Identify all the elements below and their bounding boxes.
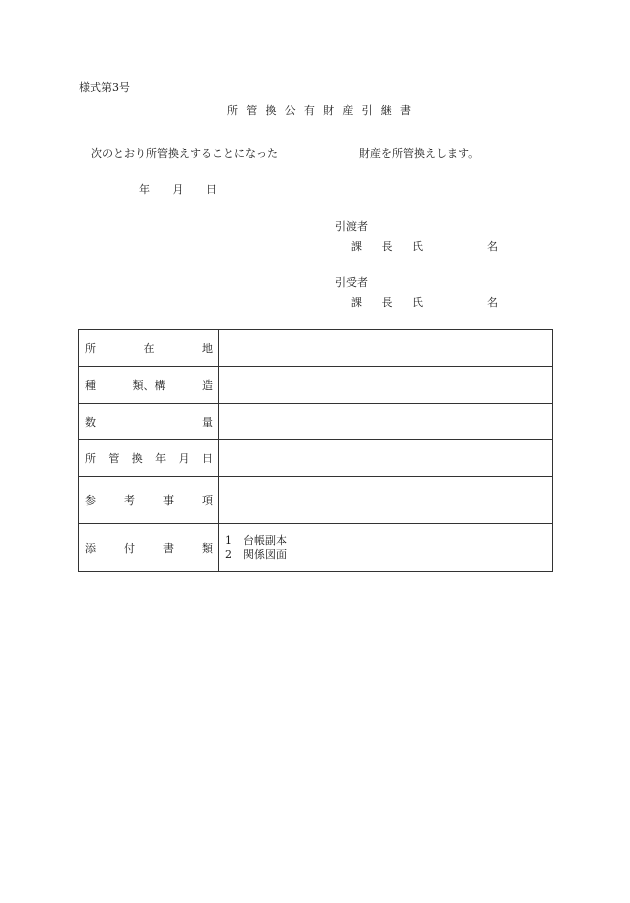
attachment-item: 2 関係図面 [225, 547, 287, 561]
transferor-name-label: 名 [487, 240, 498, 253]
row-label-location: 所 在 地 [79, 330, 219, 367]
transferee-heading: 引受者 [335, 276, 368, 289]
row-label-quantity: 数 量 [79, 404, 219, 440]
row-value-remarks [219, 477, 553, 524]
table-row [79, 477, 553, 524]
table-row [79, 440, 553, 477]
transferee-role: 課 長 氏 [351, 296, 423, 309]
statement-text-part1: 次のとおり所管換えすることになった [91, 147, 278, 160]
row-label-transfer-date: 所 管 換 年 月 日 [79, 440, 219, 477]
row-value-attachments [219, 524, 553, 572]
row-label-remarks: 参 考 事 項 [79, 477, 219, 524]
row-label-attachments: 添 付 書 類 [79, 524, 219, 572]
transferee-name-label: 名 [487, 296, 498, 309]
transferor-role: 課 長 氏 [351, 240, 423, 253]
statement-text-part2: 財産を所管換えします。 [359, 147, 480, 160]
date-line: 年 月 日 [139, 183, 217, 196]
row-value-transfer-date [219, 440, 553, 477]
row-value-location [219, 330, 553, 367]
table-row [79, 524, 553, 572]
table-row [79, 330, 553, 367]
table-row [79, 367, 553, 404]
row-value-quantity [219, 404, 553, 440]
form-number: 様式第3号 [79, 81, 130, 94]
row-value-type-structure [219, 367, 553, 404]
table-row [79, 404, 553, 440]
attachment-item: 1 台帳副本 [225, 533, 287, 547]
row-label-type-structure: 種 類、構 造 [79, 367, 219, 404]
document-title: 所 管 換 公 有 財 産 引 継 書 [227, 104, 411, 117]
property-table [78, 329, 553, 572]
transferor-heading: 引渡者 [335, 220, 368, 233]
